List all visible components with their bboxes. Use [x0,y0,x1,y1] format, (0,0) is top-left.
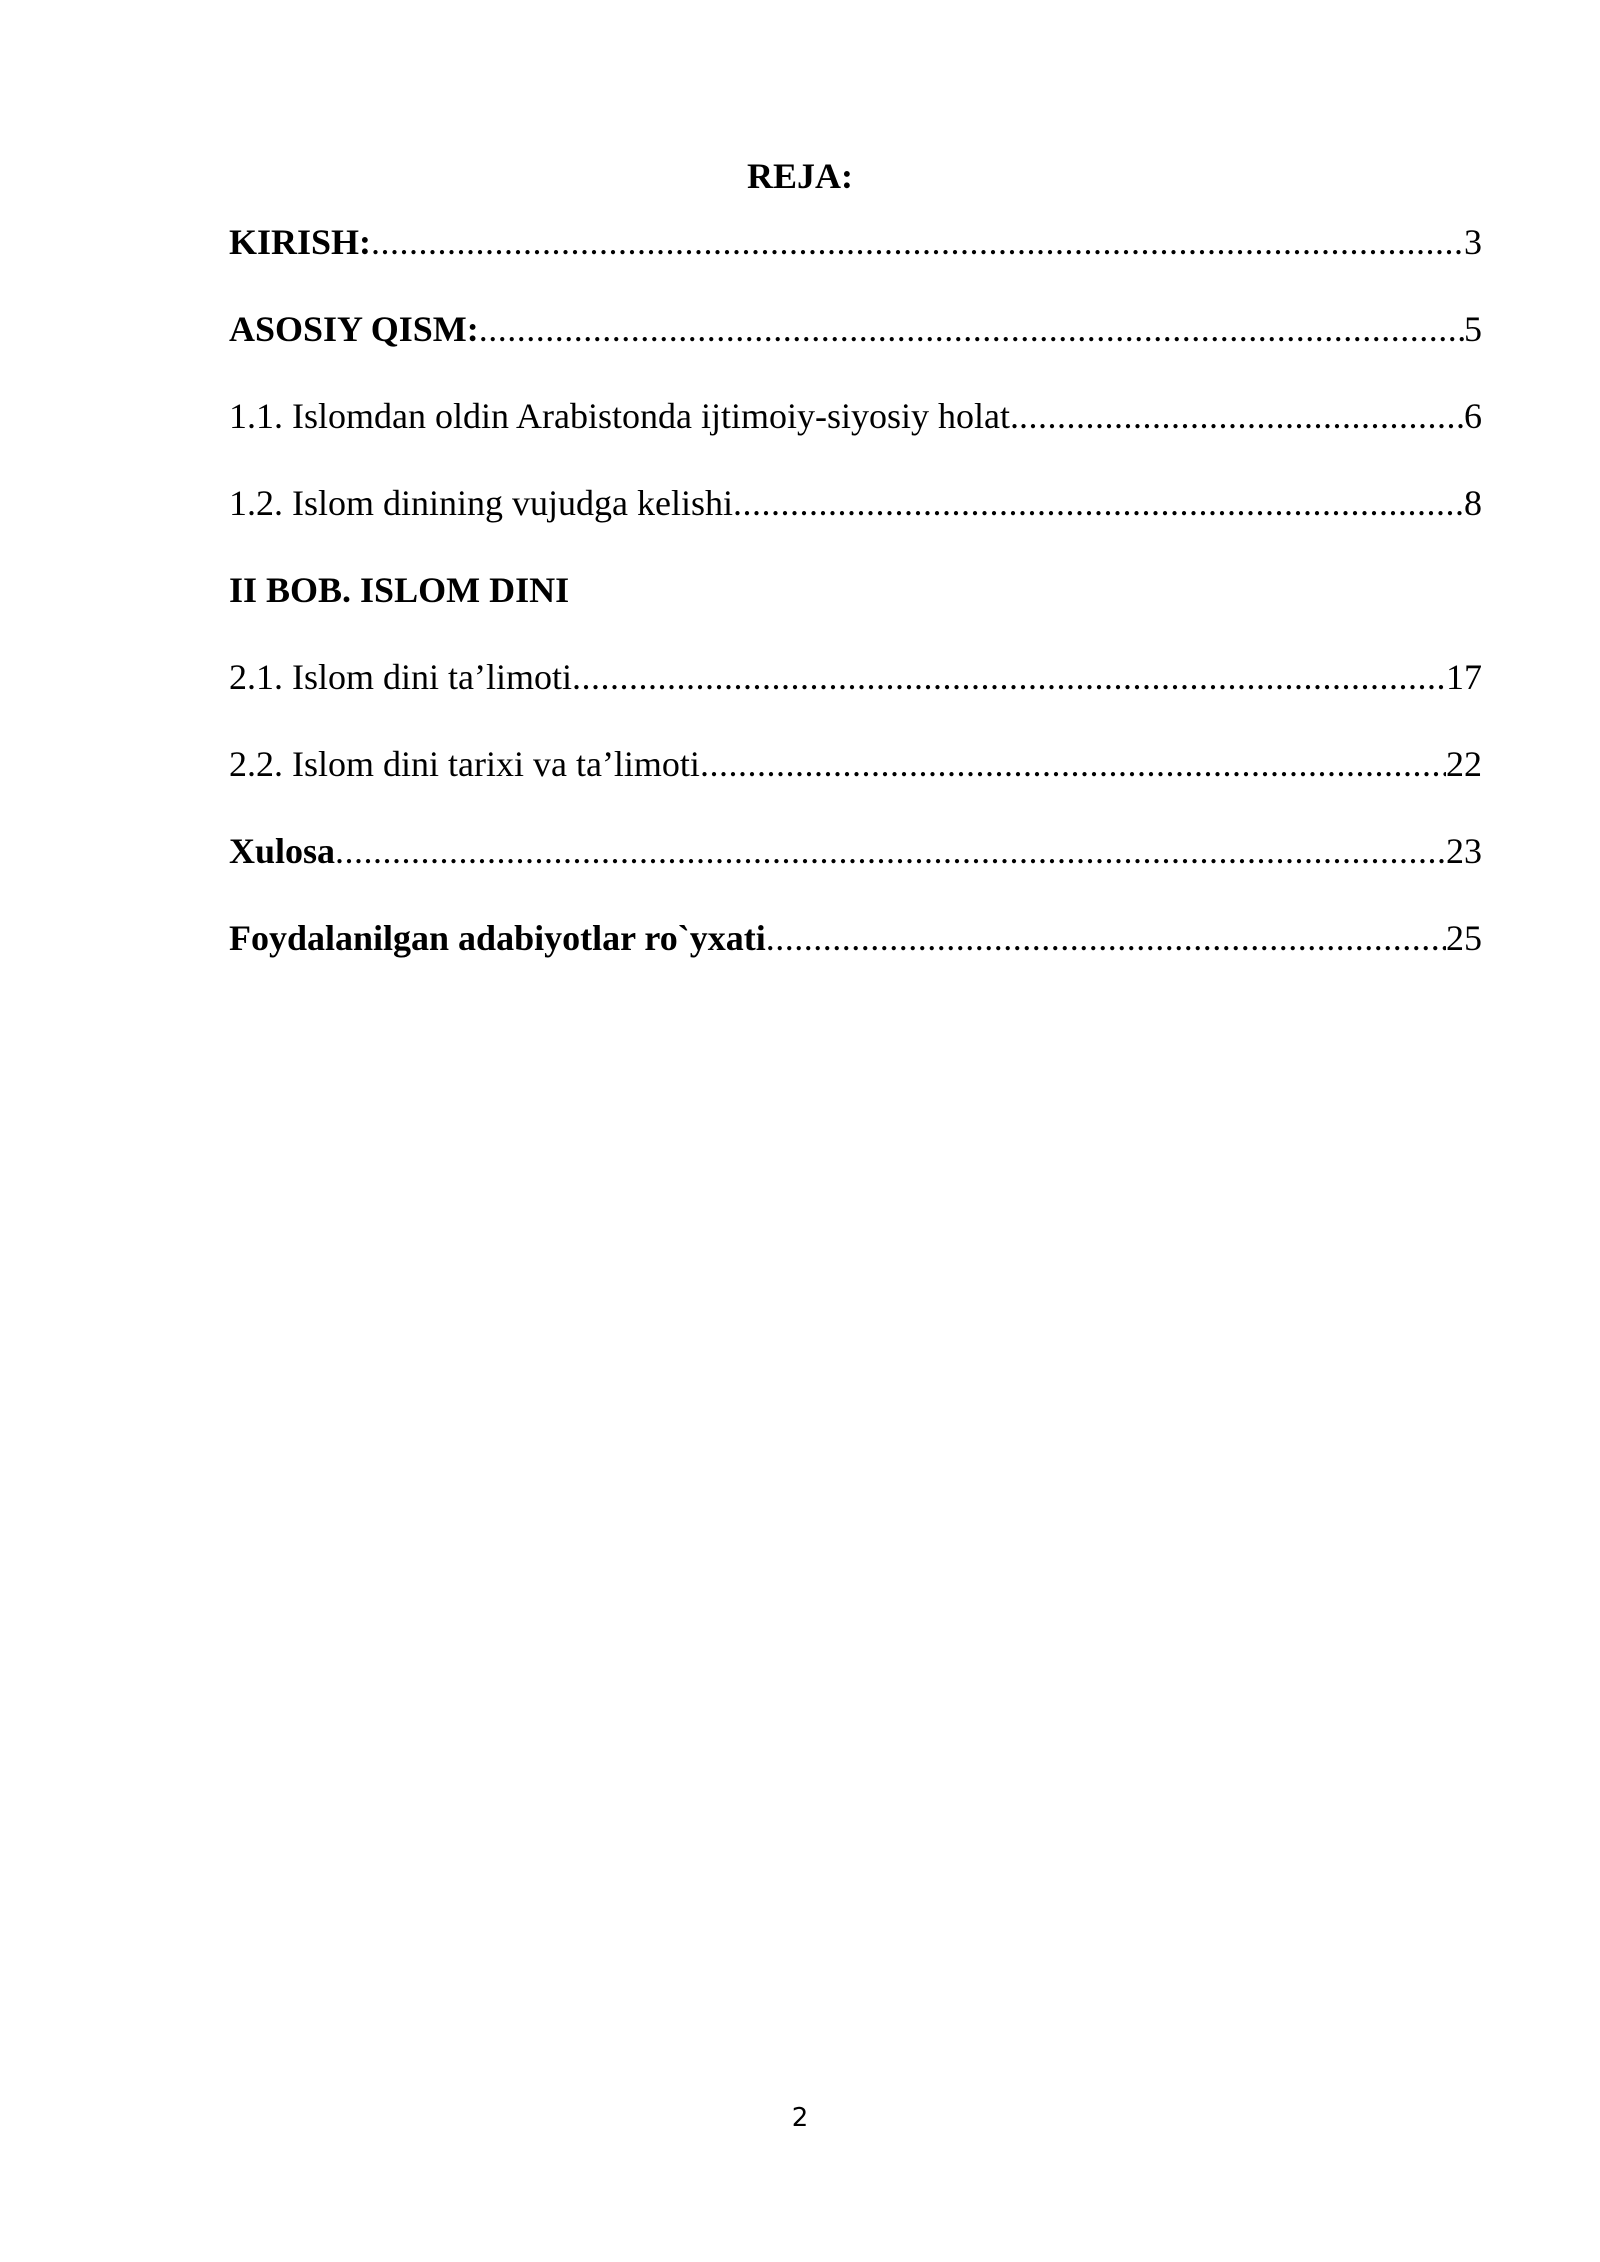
toc-dot-leader [572,653,1446,701]
toc-entry-page: 22 [1446,744,1482,784]
page-number: 2 [791,2103,809,2133]
toc-entry-kirish [229,218,1482,305]
toc-entry-label: 1.1. Islomdan oldin Arabistonda ijtimoiy-siyosiy holat. [229,396,1019,436]
toc-entry-page: 3 [1464,222,1482,262]
toc-entry-label: 2.1. Islom dini ta’limoti [229,657,572,697]
toc-dot-leader [335,827,1446,875]
toc-entry-label: II BOB. ISLOM DINI [229,570,570,610]
page-title: REJA: [747,156,853,196]
toc-entry-label: ASOSIY QISM: [229,309,479,349]
toc-entry-2-1 [229,653,1482,740]
toc-entry-1-1 [229,392,1482,479]
toc-entry-label: Xulosa [229,831,336,871]
toc-dot-leader [479,305,1464,353]
toc-entry-page: 23 [1446,831,1482,871]
table-of-contents [229,218,1482,1001]
toc-chapter-heading [229,566,1482,653]
toc-dot-leader [766,914,1446,962]
toc-dot-leader [1019,392,1464,440]
toc-entry-label: 2.2. Islom dini tarixi va ta’limoti [229,744,700,784]
toc-dot-leader [371,218,1464,266]
toc-entry-page: 8 [1464,483,1482,523]
toc-entry-xulosa [229,827,1482,914]
toc-entry-page: 6 [1464,396,1482,436]
toc-dot-leader [733,479,1464,527]
toc-entry-label: Foydalanilgan adabiyotlar ro`yxati [229,918,766,958]
toc-entry-page: 5 [1464,309,1482,349]
toc-entry-asosiy-qism [229,305,1482,392]
toc-entry-page: 17 [1446,657,1482,697]
toc-entry-label: KIRISH: [229,222,372,262]
toc-entry-1-2 [229,479,1482,566]
toc-entry-label: 1.2. Islom dinining vujudga kelishi [229,483,733,523]
toc-dot-leader [700,740,1446,788]
toc-entry-2-2 [229,740,1482,827]
toc-entry-adabiyotlar [229,914,1482,1001]
toc-entry-page: 25 [1446,918,1482,958]
